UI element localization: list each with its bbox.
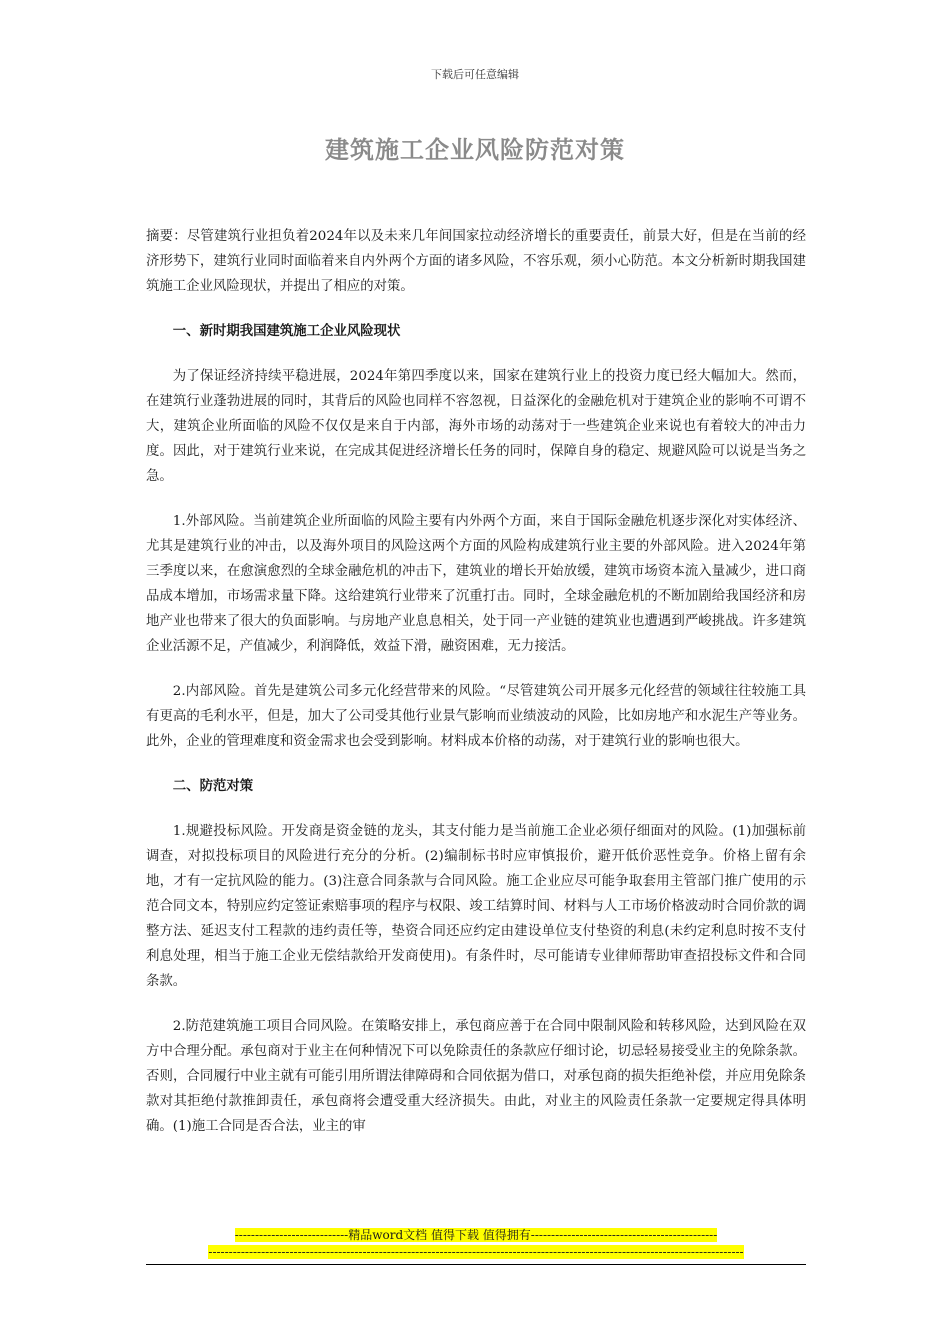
page-footer xyxy=(146,1227,806,1265)
page-header-note: 下载后可任意编辑 xyxy=(431,68,519,81)
paragraph: 1.规避投标风险。开发商是资金链的龙头，其支付能力是当前施工企业必须仔细面对的风险。(1)加强标前调查，对拟投标项目的风险进行充分的分析。(2)编制标书时应审慎报价，避开低价恶性竞争。价格上留有余地，才有一定抗风险的能力。(3)注意合同条款与合同风险。施工企业应尽可能争取套用主管部门推广使用的示范合同文本，特别应约定签证索赔事项的程序与权限、竣工结算时间、材料与人工市场价格波动时合同价款的调整方法、延迟支付工程款的违约责任等，垫资合同还应约定由建设单位支付垫资的利息(未约定利息时按不支付利息处理，相当于施工企业无偿结款给开发商使用)。有条件时，尽可能请专业律师帮助审查招投标文件和合同条款。 xyxy=(146,824,806,989)
footer-banner-text: ----------------------------精品word文档 值得下载 值得拥有---------------------------------------------- xyxy=(234,1228,718,1242)
document-title: 建筑施工企业风险防范对策 xyxy=(325,135,625,164)
footer-dash-line xyxy=(146,1244,806,1261)
document-body xyxy=(146,224,806,1159)
section-heading-2: 二、防范对策 xyxy=(172,778,254,794)
paragraph: 2.防范建筑施工项目合同风险。在策略安排上，承包商应善于在合同中限制风险和转移风险，达到风险在双方中合理分配。承包商对于业主在何种情况下可以免除责任的条款应仔细讨论，切忌轻易接受业主的免除条款。否则，合同履行中业主就有可能引用所谓法律障碍和合同依据为借口，对承包商的损失拒绝补偿，并应用免除条款对其拒绝付款推卸责任，承包商将会遭受重大经济损失。由此，对业主的风险责任条款一定要规定得具体明确。(1)施工合同是否合法，业主的审 xyxy=(146,1019,806,1134)
section-heading-1: 一、新时期我国建筑施工企业风险现状 xyxy=(172,323,401,339)
paragraph: 为了保证经济持续平稳进展，2024年第四季度以来，国家在建筑行业上的投资力度已经大幅加大。然而，在建筑行业蓬勃进展的同时，其背后的风险也同样不容忽视，日益深化的金融危机对于建筑企业的影响不可谓不大，建筑企业所面临的风险不仅仅是来自于内部，海外市场的动荡对于一些建筑企业来说也有着较大的冲击力度。因此，对于建筑行业来说，在完成其促进经济增长任务的同时，保障自身的稳定、规避风险可以说是当务之急。 xyxy=(146,369,806,484)
paragraph: 2.内部风险。首先是建筑公司多元化经营带来的风险。“尽管建筑公司开展多元化经营的领域往往较施工具有更高的毛利水平，但是，加大了公司受其他行业景气影响而业绩波动的风险，比如房地产和水泥生产等业务。此外，企业的管理难度和资金需求也会受到影响。材料成本价格的动荡，对于建筑行业的影响也很大。 xyxy=(146,684,806,749)
paragraph: 1.外部风险。当前建筑企业所面临的风险主要有内外两个方面，来自于国际金融危机逐步深化对实体经济、尤其是建筑行业的冲击，以及海外项目的风险这两个方面的风险构成建筑行业主要的外部风险。进入2024年第三季度以来，在愈演愈烈的全球金融危机的冲击下，建筑业的增长开始放缓，建筑市场资本流入量减少，进口商品成本增加，市场需求量下降。这给建筑行业带来了沉重打击。同时，全球金融危机的不断加剧给我国经济和房地产业也带来了很大的负面影响。与房地产业息息相关，处于同一产业链的建筑业也遭遇到严峻挑战。许多建筑企业活源不足，产值减少，利润降低，效益下滑，融资困难，无力接活。 xyxy=(146,514,806,654)
footer-rule xyxy=(146,1264,806,1265)
footer-banner-line xyxy=(146,1227,806,1244)
abstract-paragraph: 摘要：尽管建筑行业担负着2024年以及未来几年间国家拉动经济增长的重要责任，前景大好，但是在当前的经济形势下，建筑行业同时面临着来自内外两个方面的诸多风险，不容乐观，须小心防范。本文分析新时期我国建筑施工企业风险现状，并提出了相应的对策。 xyxy=(146,229,806,294)
footer-dash-text: ------------------------------------------------------------------------------------------------------------------------------------ xyxy=(208,1245,744,1259)
